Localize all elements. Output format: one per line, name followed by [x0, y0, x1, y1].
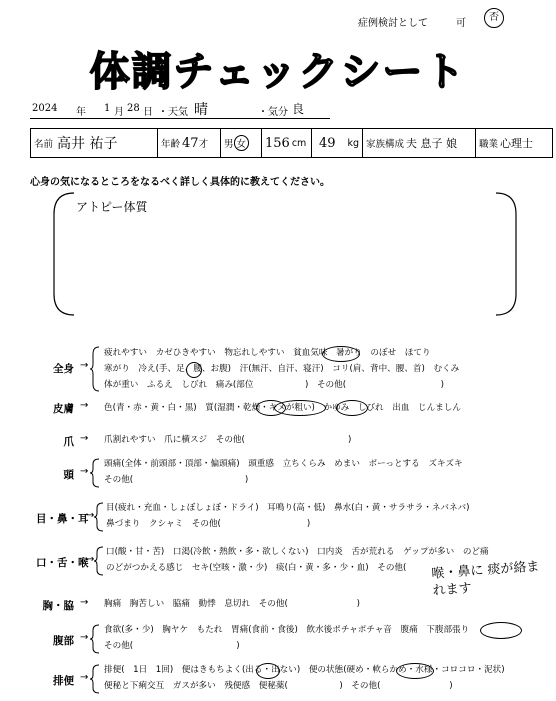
weight-cell[interactable] — [312, 129, 363, 157]
section-items-mehanamimi-1[interactable]: 目(疲れ・充血・しょぼしょぼ・ドライ) 耳鳴り(高・低) 鼻水(白・黄・サラサラ・ネバネバ) — [106, 503, 470, 513]
month-value[interactable]: 1 — [104, 103, 111, 114]
weight-unit: kg — [347, 137, 359, 149]
arrow-icon: → — [80, 400, 89, 411]
free-text-value[interactable]: アトピー体質 — [76, 200, 148, 214]
instruction-text: 心身の気になるところをなるべく詳しく具体的に教えてください。 — [30, 177, 330, 188]
circle-mark — [186, 362, 202, 378]
mood-value[interactable]: 良 — [292, 102, 305, 116]
circle-mark — [274, 400, 326, 416]
section-label-zenshin: 全身 — [53, 363, 74, 375]
age-value[interactable]: 47 — [182, 135, 199, 151]
arrow-icon: → — [86, 554, 95, 565]
brace-icon — [90, 664, 100, 694]
brace-icon — [90, 458, 100, 488]
section-label-mehanamimi: 目・鼻・耳 — [36, 513, 89, 525]
section-items-fukubu-1[interactable]: 食欲(多・少) 胸ヤケ もたれ 胃痛(食前・食後) 飲水後ポチャポチャ音 腹痛 下腹部張り — [104, 625, 470, 635]
circle-mark — [336, 400, 368, 416]
weather-label: ・天気 — [158, 107, 188, 118]
section-label-mune: 胸・脇 — [42, 600, 74, 612]
section-label-atama: 頭 — [63, 469, 74, 481]
brace-icon — [90, 624, 100, 654]
sex-male[interactable]: 男 — [224, 139, 234, 150]
section-label-haiben: 排便 — [53, 675, 74, 687]
section-items-haiben-1[interactable]: 排便( 1日 1回) 便はきもちよく(出る・出ない) 便の状態(硬め・軟らかめ・水様・コロコロ・泥状) — [104, 665, 505, 675]
arrow-icon: → — [80, 360, 89, 371]
weight-value[interactable]: 49 — [319, 135, 336, 151]
name-cell[interactable] — [31, 129, 158, 157]
height-cell[interactable] — [262, 129, 312, 157]
section-items-kuchi-2[interactable]: のどがつかえる感じ セキ(空咳・激・少) 痰(白・黄・多・少・血) その他( — [106, 563, 407, 573]
mood-label: ・気分 — [258, 107, 288, 118]
section-items-haiben-2[interactable]: 便秘と下痢交互 ガスが多い 残便感 便秘薬( ) その他( ) — [104, 681, 453, 691]
section-items-atama-1[interactable]: 頭痛(全体・前頭部・頂部・偏頭痛) 頭重感 立ちくらみ めまい ボーっとする ズキズキ — [104, 459, 463, 469]
job-cell[interactable] — [476, 129, 552, 157]
day-unit: 日 — [143, 107, 153, 118]
sex-female-circled[interactable]: 女 — [234, 135, 250, 151]
section-label-kuchi: 口・舌・喉 — [36, 557, 89, 569]
arrow-icon: → — [80, 466, 89, 477]
age-unit: 才 — [198, 139, 209, 150]
year-unit: 年 — [76, 107, 86, 118]
job-value[interactable]: 心理士 — [500, 137, 534, 150]
job-label: 職業 — [479, 139, 499, 150]
age-cell[interactable] — [158, 129, 221, 157]
handwritten-note[interactable]: 喉・鼻に 痰が絡まれます — [431, 559, 540, 599]
arrow-icon: → — [80, 672, 89, 683]
section-items-zenshin-2[interactable]: 寒がり 冷え(手、足、腰、お腹) 汗(無汗、自汗、寝汗) コリ(肩、背中、腰、首) むくみ — [104, 364, 460, 374]
consent-stamp-no[interactable]: 否 — [484, 8, 504, 28]
section-items-kuchi-1[interactable]: 口(酸・甘・苦) 口渇(冷飲・熱飲・多・欲しくない) 口内炎 舌が荒れる ゲップが多い のど痛 — [106, 547, 489, 557]
page-title: 体調チェックシート — [89, 49, 467, 95]
height-value[interactable]: 156 — [265, 135, 290, 151]
section-items-hifu-1[interactable]: 色(青・赤・黄・白・黒) 質(湿潤・乾燥・キメが粗い) かゆみ しびれ 出血 じんましん — [104, 403, 461, 413]
section-items-atama-2[interactable]: その他( ) — [104, 475, 249, 485]
brace-icon — [94, 502, 104, 532]
section-items-tsume-1[interactable]: 爪割れやすい 爪に横スジ その他( ) — [104, 435, 352, 445]
section-items-mehanamimi-2[interactable]: 鼻づまり クシャミ その他( ) — [106, 519, 311, 529]
section-items-zenshin-3[interactable]: 体が重い ふるえ しびれ 痛み(部位 ) その他( ) — [104, 380, 444, 390]
circle-mark — [480, 622, 522, 639]
name-label: 名前 — [34, 139, 54, 150]
section-items-mune-1[interactable]: 胸痛 胸苦しい 脇痛 動悸 息切れ その他( ) — [104, 599, 360, 609]
section-label-hifu: 皮膚 — [53, 403, 74, 415]
weather-value[interactable]: 晴 — [194, 102, 208, 118]
arrow-icon: → — [80, 433, 89, 444]
circle-mark — [322, 346, 360, 362]
circle-mark — [256, 663, 280, 679]
brace-icon — [90, 346, 100, 392]
section-items-fukubu-2[interactable]: その他( ) — [104, 641, 240, 651]
profile-table — [30, 128, 553, 158]
section-label-tsume: 爪 — [63, 436, 74, 448]
arrow-icon: → — [80, 632, 89, 643]
family-label: 家族構成 — [366, 139, 405, 150]
family-value[interactable]: 夫 息子 娘 — [406, 137, 458, 150]
section-label-fukubu: 腹部 — [53, 635, 74, 647]
section-items-zenshin-1[interactable]: 疲れやすい カゼひきやすい 物忘れしやすい 貧血気味 暑がり のぼせ ほてり — [104, 348, 431, 358]
height-unit: cm — [291, 137, 307, 149]
month-unit: 月 — [114, 107, 124, 118]
brace-icon — [94, 546, 104, 576]
sex-cell[interactable] — [221, 129, 262, 157]
age-label: 年齢 — [161, 139, 181, 150]
consent-option-yes[interactable]: 可 — [456, 18, 466, 29]
arrow-icon: → — [80, 597, 89, 608]
year-value[interactable]: 2024 — [32, 103, 58, 114]
consent-label: 症例検討として — [358, 18, 428, 29]
family-cell[interactable] — [363, 129, 476, 157]
arrow-icon: → — [86, 510, 95, 521]
date-underline — [30, 118, 330, 119]
circle-mark — [396, 663, 434, 679]
day-value[interactable]: 28 — [127, 103, 140, 114]
name-value[interactable]: 高井 祐子 — [57, 136, 118, 152]
